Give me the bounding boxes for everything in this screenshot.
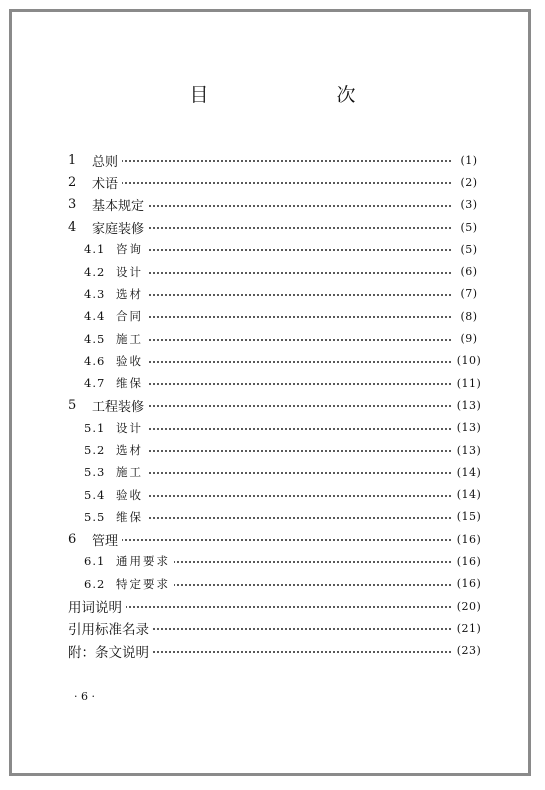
toc-entry-label [68, 195, 144, 214]
toc-entry-label [68, 173, 118, 192]
toc-entry-label [84, 264, 143, 280]
toc-entry-label [84, 442, 143, 458]
toc-entry-label [68, 218, 144, 237]
toc-entry-title: 设计 [116, 420, 143, 435]
toc-entry[interactable] [0, 283, 545, 305]
toc-entry-page: (23) [456, 644, 482, 658]
toc-entry-title: 验收 [116, 353, 143, 368]
toc-entry[interactable] [0, 238, 545, 260]
dot-leader [147, 450, 452, 452]
toc-entry-label [68, 618, 149, 638]
toc-entry-number: 4.7 [84, 376, 106, 391]
toc-entry-label [84, 487, 143, 503]
toc-entry-title: 施工 [116, 331, 143, 346]
toc-entry-number: 4.3 [84, 286, 106, 301]
toc-entry-label [84, 509, 143, 525]
toc-entry-number: 5.1 [84, 420, 106, 435]
toc-entry-page: (9) [460, 332, 478, 346]
toc-entry-page: (8) [460, 309, 478, 323]
dot-leader [147, 316, 452, 318]
toc-entry-page: (3) [460, 198, 478, 212]
toc-entry-page: (7) [460, 287, 478, 301]
toc-entry-number: 4.6 [84, 353, 106, 368]
toc-entry-title: 附：条文说明 [68, 644, 149, 661]
toc-entry-title: 选材 [116, 286, 143, 301]
toc-entry-label [84, 375, 143, 391]
toc-entry-number: 6.2 [84, 576, 106, 591]
toc-entry[interactable] [0, 149, 545, 171]
toc-entry[interactable] [0, 506, 545, 528]
toc-entry-page: (15) [456, 510, 482, 524]
toc-entry-number: 5.5 [84, 509, 106, 524]
toc-entry-label [84, 553, 170, 569]
dot-leader [174, 561, 452, 563]
toc-entry-number: 5.2 [84, 443, 106, 457]
toc-entry-title: 用词说明 [68, 600, 122, 617]
toc-entry-label [84, 420, 143, 436]
dot-leader [147, 517, 452, 519]
dot-leader [147, 472, 452, 474]
dot-leader [147, 339, 452, 341]
toc-entry-title: 特定要求 [116, 576, 170, 591]
toc-entry-page: (14) [456, 488, 482, 502]
toc-entry-title: 施工 [116, 465, 143, 480]
toc-entry-number: 6.1 [84, 554, 106, 569]
dot-leader [153, 628, 452, 630]
toc-entry-number: 5.4 [84, 487, 106, 502]
toc-entry-title: 通用要求 [116, 554, 170, 569]
toc-entry-label [68, 396, 144, 415]
dot-leader [147, 272, 452, 274]
dot-leader [147, 249, 452, 251]
toc-entry-page: (16) [456, 577, 482, 591]
toc-entry[interactable] [0, 394, 545, 416]
toc-entry[interactable] [0, 171, 545, 193]
toc-entry-title: 咨询 [116, 242, 143, 257]
toc-entry-label [68, 530, 118, 549]
toc-entry[interactable] [0, 617, 545, 639]
toc-entry[interactable] [0, 528, 545, 550]
toc-entry-title: 工程装修 [92, 399, 145, 415]
toc-entry-label [84, 286, 143, 302]
toc-entry-label [68, 151, 118, 170]
toc-entry[interactable] [0, 305, 545, 327]
toc-entry-label [68, 596, 122, 616]
dot-leader [147, 361, 452, 363]
dot-leader [122, 182, 452, 184]
page-title: 目 次 [189, 84, 386, 106]
toc-entry-page: (21) [456, 621, 482, 635]
toc-entry-title: 管理 [92, 533, 119, 549]
toc-entry-label [84, 353, 143, 369]
toc-entry[interactable] [0, 439, 545, 461]
toc-entry[interactable] [0, 327, 545, 349]
toc-entry-title: 引用标准名录 [68, 622, 149, 639]
toc-entry-title: 合同 [116, 309, 143, 324]
toc-entry-label [84, 331, 143, 347]
toc-entry-page: (11) [456, 376, 482, 390]
page-number: · 6 · [74, 690, 95, 703]
toc-entry[interactable] [0, 550, 545, 572]
toc-entry-page: (13) [456, 421, 482, 435]
toc-entry-title: 维保 [116, 509, 143, 524]
dot-leader [148, 205, 452, 207]
toc-entry-number: 5.3 [84, 465, 106, 480]
toc-entry-number: 3 [68, 197, 77, 213]
toc-entry[interactable] [0, 417, 545, 439]
toc-entry-page: (6) [460, 265, 478, 279]
dot-leader [153, 651, 452, 653]
toc-entry[interactable] [0, 483, 545, 505]
toc-entry-page: (2) [460, 175, 478, 189]
toc-entry-label [84, 241, 143, 257]
toc-entry-page: (5) [460, 242, 478, 256]
table-of-contents [0, 149, 545, 662]
toc-entry[interactable] [0, 595, 545, 617]
toc-entry-number: 4.2 [84, 264, 106, 279]
toc-entry-title: 选材 [116, 443, 143, 457]
toc-entry-number: 2 [68, 174, 77, 190]
toc-entry-number: 6 [68, 531, 77, 547]
dot-leader [147, 383, 452, 385]
toc-entry[interactable] [0, 461, 545, 483]
toc-entry-number: 4.1 [84, 242, 106, 257]
toc-entry-page: (20) [456, 599, 482, 613]
toc-entry-label [84, 576, 170, 592]
toc-entry-page: (14) [456, 465, 482, 479]
toc-entry-number: 4 [68, 219, 77, 235]
toc-entry-title: 基本规定 [92, 199, 145, 215]
toc-entry-title: 家庭装修 [92, 221, 145, 237]
toc-entry-page: (10) [456, 354, 482, 368]
toc-entry-page: (13) [456, 398, 482, 412]
toc-entry-page: (13) [456, 443, 482, 457]
toc-entry[interactable] [0, 194, 545, 216]
dot-leader [122, 160, 452, 162]
toc-entry-title: 总则 [92, 154, 119, 170]
toc-entry-number: 1 [68, 152, 77, 168]
dot-leader [126, 606, 452, 608]
dot-leader [147, 495, 452, 497]
toc-entry[interactable] [0, 640, 545, 662]
toc-entry[interactable] [0, 260, 545, 282]
toc-entry-label [84, 464, 143, 480]
toc-entry-title: 维保 [116, 376, 143, 391]
toc-entry-title: 验收 [116, 487, 143, 502]
toc-entry-number: 4.4 [84, 309, 106, 324]
dot-leader [147, 294, 452, 296]
toc-entry-page: (16) [456, 554, 482, 568]
toc-entry-number: 5 [68, 397, 77, 413]
toc-entry[interactable] [0, 216, 545, 238]
toc-entry[interactable] [0, 573, 545, 595]
toc-entry-label [84, 308, 143, 324]
toc-entry-title: 设计 [116, 264, 143, 279]
dot-leader [148, 405, 452, 407]
toc-entry-number: 4.5 [84, 331, 106, 346]
toc-entry-title: 术语 [92, 176, 119, 192]
toc-entry[interactable] [0, 372, 545, 394]
dot-leader [174, 584, 452, 586]
dot-leader [147, 428, 452, 430]
dot-leader [122, 539, 452, 541]
toc-entry-page: (5) [460, 220, 478, 234]
toc-entry-label [68, 641, 149, 661]
dot-leader [148, 227, 452, 229]
toc-entry-page: (16) [456, 532, 482, 546]
toc-entry[interactable] [0, 350, 545, 372]
toc-entry-page: (1) [460, 153, 478, 167]
